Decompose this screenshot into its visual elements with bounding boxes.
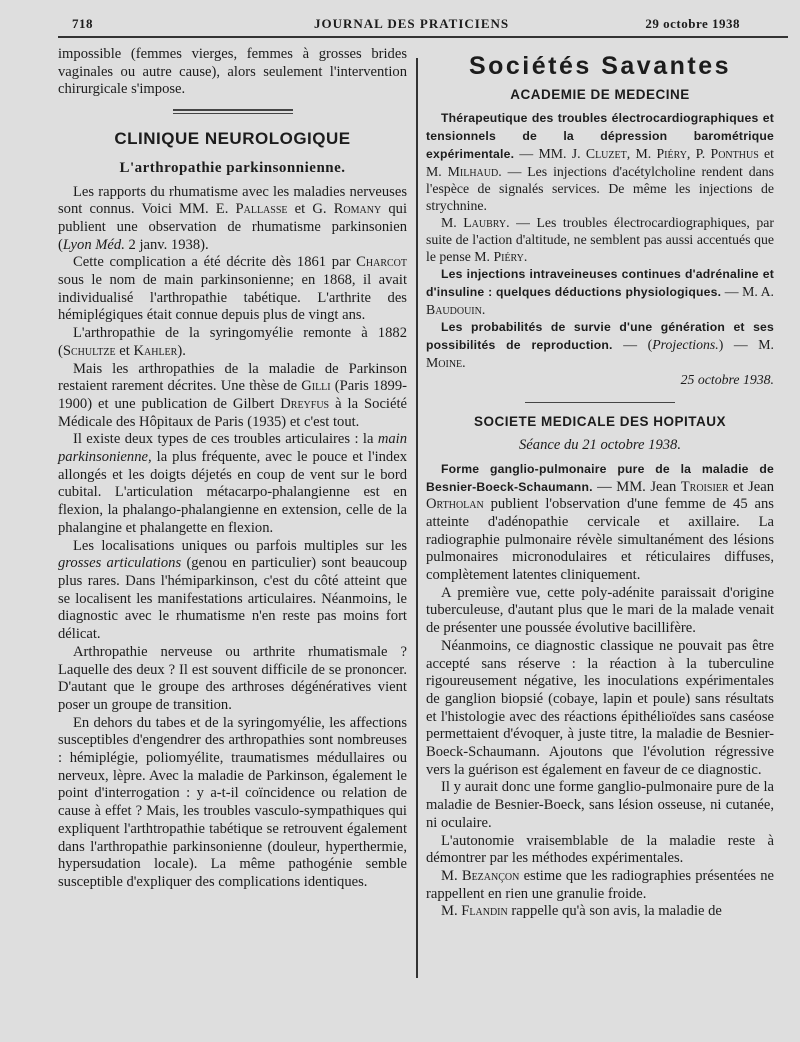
section-title: CLINIQUE NEUROLOGIQUE xyxy=(114,129,351,149)
paragraph: Il y aurait donc une forme ganglio-pulmonaire pure de la maladie de Besnier-Boeck, sans lésion osseuse, ni cutanée, ni oculaire. xyxy=(426,779,774,831)
continuation-paragraph: impossible (femmes vierges, femmes à grosses brides vaginales ou autre cause), alors seulement l'intervention chirurgicale s'impose. xyxy=(58,46,407,98)
right-column xyxy=(426,46,774,921)
author-name: Pallasse xyxy=(235,201,288,218)
author-name: Schultze xyxy=(62,342,116,359)
paragraph: Les localisations uniques ou parfois multiples sur les grosses articulations (genou en particulier) sont beaucoup plus rares. Dans l'hémiparkinson, c'est du côté atteint que se localisent les manifestations articulaires. Néanmoins, le diagnostic avec le rhumatisme n'en reste pas moins fort délicat. xyxy=(58,537,407,643)
section-separator xyxy=(525,402,675,403)
paragraph: Mais les arthropathies de la maladie de Parkinson restaient rarement décrites. Une thèse de Gilli (Paris 1899-1900) et une publication de Gilbert Dreyfus à la Société Médicale des Hôpitaux de Paris (1935) et c'est tout. xyxy=(58,360,407,430)
header-rule xyxy=(58,36,788,38)
subsection-title: SOCIETE MEDICALE DES HOPITAUX xyxy=(473,414,727,430)
author-name: Kahler xyxy=(133,342,178,359)
report-item: M. Laubry. — Les troubles électrocardiographiques, par suite de l'action d'altitude, ne semblent pas aussi accentués que le pense M. Piéry. xyxy=(426,215,774,265)
paragraph: M. Flandin rappelle qu'à son avis, la maladie de xyxy=(441,903,722,920)
report-item: Les injections intraveineuses continues d'adrénaline et d'insuline : quelques déductions physiologiques. — M. A. Baudouin. xyxy=(426,267,774,318)
article-title: L'arthropathie parkinsonnienne. xyxy=(119,159,346,176)
report-item: Thérapeutique des troubles électrocardiographiques et tensionnels de la dépression barométrique expérimentale. — MM. J. Cluzet, M. Piéry, P. Ponthus et M. Milhaud. — Les injections d'acétylcholine rendent dans l'espèce de signalés services. De même les injections de strychnine. xyxy=(426,111,774,214)
paragraph: Il existe deux types de ces troubles articulaires : la main parkinsonienne, la plus fréquente, avec le pouce et l'index allongés et les doigts déjetés en coup de vent sur le bord cubital. L'articulation métacarpo-phalangienne est en flexion, la phalango-phalangienne en extension, celle de la phalangine et phalangette en flexion. xyxy=(58,431,407,536)
paragraph: Néanmoins, ce diagnostic classique ne pouvait pas être accepté sans réserve : la réaction à la tuberculine rigoureusement négative, les inoculations expérimentales de ganglion biopsié (cobaye, lapin et poule) sans résultats et l'histologie avec des réactions épithélioïdes sans caséose permettaient d'évoquer, à juste titre, la maladie de Besnier-Boeck-Schaumann. Ajoutons que l'évolution régressive vers la guérison est également en faveur de ce diagnostic. xyxy=(426,637,774,778)
author-name: Charcot xyxy=(356,254,407,271)
author-name: Romany xyxy=(333,201,382,218)
page-number: 718 xyxy=(72,16,93,31)
paragraph: Cette complication a été décrite dès 1861 par Charcot sous le nom de main parkinsonienne; en 1868, il avait individualisé l'arthropathie tabétique. L'arthrite des hémiplégiques était connue depuis plus de vingt ans. xyxy=(58,254,407,324)
session-date: Séance du 21 octobre 1938. xyxy=(519,437,681,454)
running-header xyxy=(58,14,800,36)
paragraph: L'arthropathie de la syringomyélie remonte à 1882 (Schultze et Kahler). xyxy=(58,325,407,359)
issue-date: 29 octobre 1938 xyxy=(645,16,740,31)
paragraph: Les rapports du rhumatisme avec les maladies nerveuses sont connus. Voici MM. E. Pallasse et G. Romany qui publient une observation de rhumatisme parkinsonien (Lyon Méd. 2 janv. 1938). xyxy=(58,183,407,253)
paragraph: Arthropathie nerveuse ou arthrite rhumatismale ? Laquelle des deux ? Il est souvent difficile de se prononcer. D'autant que le groupe des arthroses dégénératives vient poser un groupe de transition. xyxy=(58,643,407,713)
paragraph: En dehors du tabes et de la syringomyélie, les affections susceptibles d'engendrer des arthropathies sont nombreuses : hémiplégie, poliomyélite, traumatismes médullaires ou nerveux, lèpre. Avec la maladie de Parkinson, également le point d'interrogation : y a-t-il coïncidence ou relation de cause à effet ? Mais, les troubles vasculo-sympathiques qui expliquent l'arthtropathie tabétique se retrouvent également dans l'arthropathie parkinsonienne (douleur, hyperthermie, hypersudation locale). La même pathogénie semble susceptible d'expliquer des complications identiques. xyxy=(58,714,407,890)
journal-reference: Lyon Méd. xyxy=(62,236,125,253)
author-name: Gilli xyxy=(301,378,331,395)
section-title-large: Sociétés Savantes xyxy=(468,52,732,80)
paragraph: M. Bezançon estime que les radiographies présentées ne rappellent en rien une granulie froide. xyxy=(426,867,774,902)
column-divider xyxy=(416,58,418,978)
paragraph: A première vue, cette poly-adénite paraissait d'origine tuberculeuse, d'autant plus que le mari de la malade venait de présenter une poussée évolutive bacillifère. xyxy=(426,584,774,637)
author-name: Dreyfus xyxy=(280,395,330,412)
section-separator xyxy=(173,109,293,114)
journal-name: JOURNAL DES PRATICIENS xyxy=(314,16,510,31)
report-item: Les probabilités de survie d'une génération et ses possibilités de reproduction. — (Projections.) — M. Moine. xyxy=(426,320,774,371)
report-item: Forme ganglio-pulmonaire pure de la maladie de Besnier-Boeck-Schaumann. — MM. Jean Troisier et Jean Ortholan publient l'observation d'une femme de 45 ans atteinte d'adénopathie cervicale et axillaire. La radiographie pulmonaire révèle simultanément des lésions pulmonaires micronodulaires et réticulaires diffuses, complètement latentes cliniquement. xyxy=(426,461,774,584)
signature-date: 25 octobre 1938. xyxy=(680,372,774,388)
left-column xyxy=(58,46,407,892)
paragraph: L'autonomie vraisemblable de la maladie reste à démontrer par les méthodes expérimentales. xyxy=(426,832,774,867)
subsection-title: ACADEMIE DE MEDECINE xyxy=(510,86,690,102)
